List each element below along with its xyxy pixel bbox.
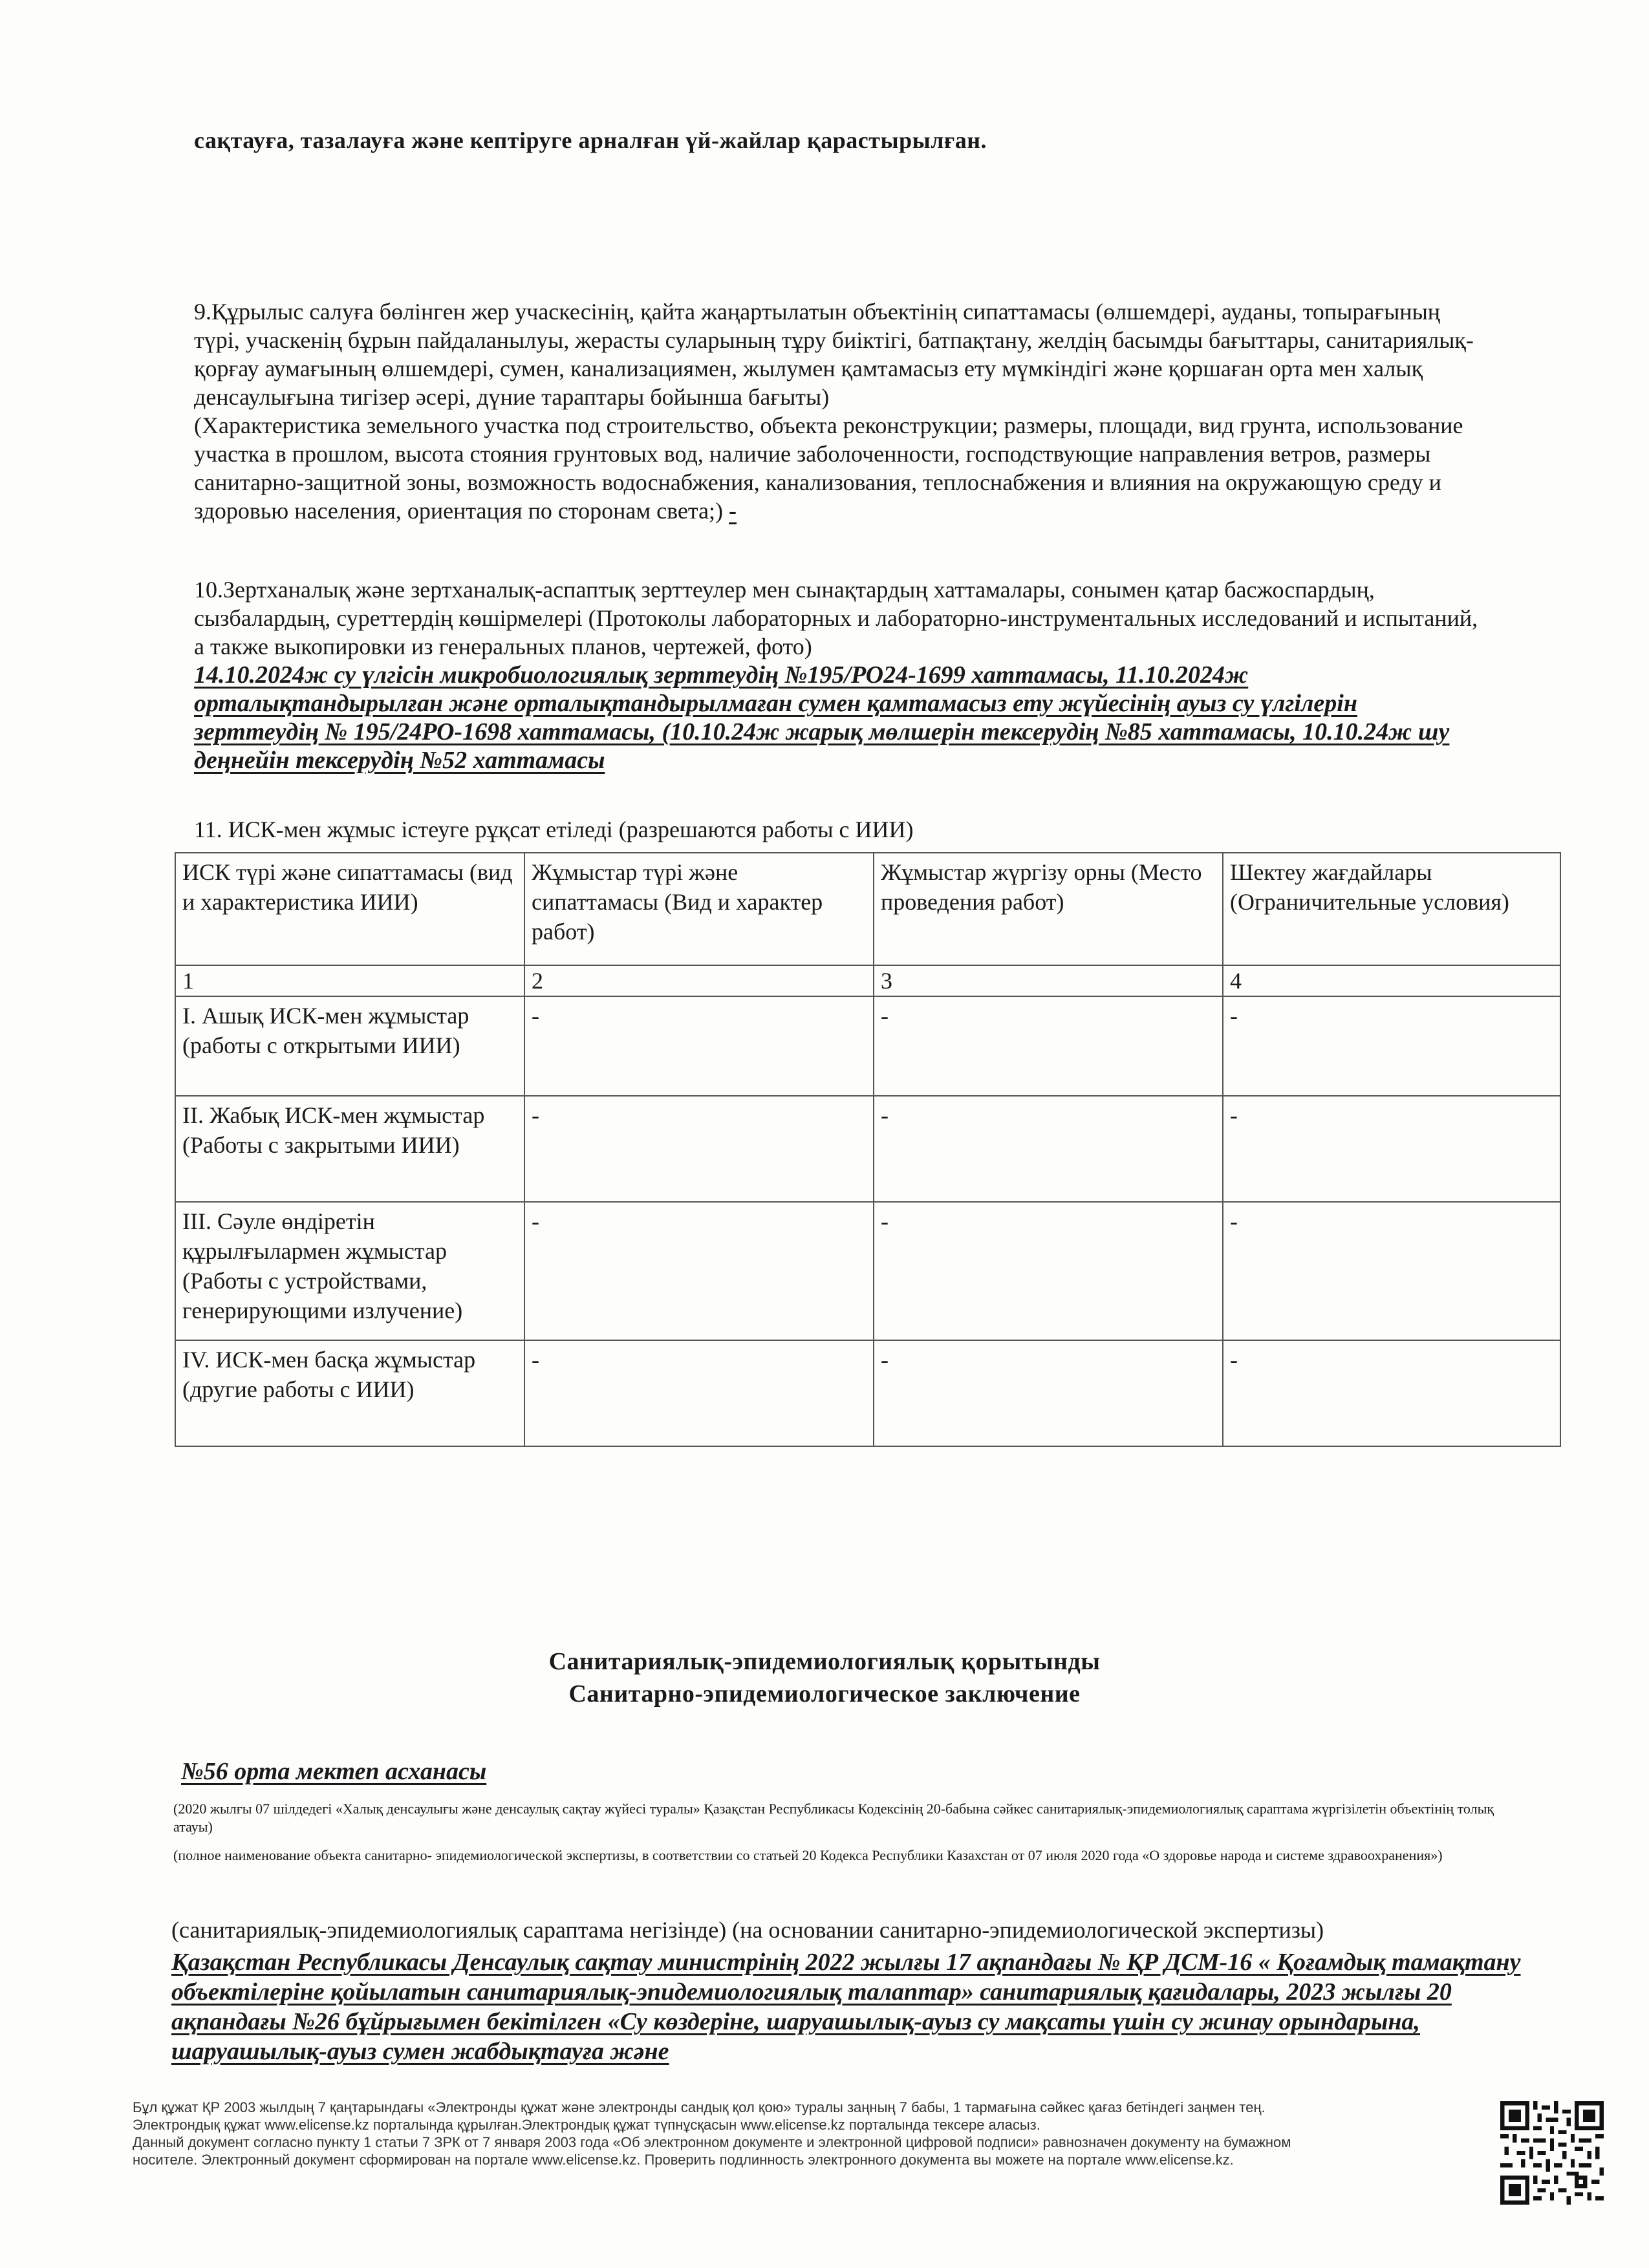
- row-cell: -: [874, 1096, 1223, 1202]
- row-cell: -: [1223, 1096, 1560, 1202]
- row-cell: -: [1223, 1202, 1560, 1340]
- header-work-place: Жұмыстар жүргізу орны (Место проведения работ): [874, 853, 1223, 965]
- conclusion-title-ru: Санитарно-эпидемиологическое заключение: [568, 1680, 1081, 1707]
- table-number-row: [175, 965, 1560, 996]
- qr-code-icon[interactable]: [1500, 2101, 1604, 2205]
- basis-caption: (санитариялық-эпидемиологиялық сараптама негізінде) (на основании санитарно-эпидемиологической экспертизы): [171, 1917, 1324, 1943]
- row-cell: -: [524, 1340, 874, 1446]
- section-10-label: 10.Зертханалық және зертханалық-аспаптық зерттеулер мен сынақтардың хаттамалары, сонымен қатар басжоспардың, сызбалардың, суреттердің көшірмелері (Протоколы лабораторных и лабораторно-инструментальных исследований и испытаний, а также выкопировки из генеральных планов, чертежей, фото): [194, 577, 1478, 659]
- table-row: [175, 1202, 1560, 1340]
- table-row: [175, 1340, 1560, 1446]
- table-header-row: [175, 853, 1560, 965]
- section-9-label-ru-text: (Характеристика земельного участка под строительство, объекта реконструкции; размеры, площади, вид грунта, использование участка в прошлом, высота стояния грунтовых вод, наличие заболоченности, господствующие направления ветров, размеры санитарно-защитной зоны, возможность водоснабжения, канализования, теплоснабжения и влияния на окружающую среду и здоровью населения, ориентация по сторонам света;): [194, 412, 1463, 524]
- row-cell: -: [1223, 996, 1560, 1096]
- row-type: III. Сәуле өндіретін құрылғылармен жұмыстар (Работы с устройствами, генерирующими излучение): [175, 1202, 524, 1340]
- object-name-note-kz: (2020 жылғы 07 шілдедегі «Халық денсаулығы және денсаулық сақтау жүйесі туралы» Қазақстан Республикасы Кодексінің 20-бабына сәйкес санитариялық-эпидемиологиялық сараптама жүргізілетін объектінің толық атауы): [173, 1801, 1494, 1835]
- object-name: №56 орта мектеп асханасы: [181, 1758, 487, 1785]
- row-cell: -: [874, 1202, 1223, 1340]
- section-11-title: 11. ИСК-мен жұмыс істеуге рұқсат етіледі (разрешаются работы с ИИИ): [194, 817, 914, 842]
- column-number: 4: [1223, 965, 1560, 996]
- section-9-label-kz: 9.Құрылыс салуға бөлінген жер учаскесінің, қайта жаңартылатын объектінің сипаттамасы (өлшемдері, ауданы, топырағының түрі, учаскенің бұрын пайдаланылуы, жерасты суларының тұру биіктігі, батпақтану, желдің басымды бағыттары, санитариялық-қорғау аумағының өлшемдері, сумен, канализациямен, жылумен қамтамасыз ету мүмкіндігі және қоршаған орта мен халық денсаулығына тигізер әсері, дүние тараптары бойынша бағыты): [194, 299, 1474, 410]
- section-9-label-ru: [194, 411, 1487, 525]
- row-cell: -: [874, 996, 1223, 1096]
- table-row: [175, 996, 1560, 1096]
- basis-value: Қазақстан Республикасы Денсаулық сақтау министрінің 2022 жылғы 17 ақпандағы № ҚР ДСМ-16 « Қоғамдық тамақтану объектілеріне қойылатын санитариялық-эпидемиологиялық талаптар» санитариялық қағидалары, 2023 жылғы 20 ақпандағы №26 бұйрығымен бекітілген «Су көздеріне, шаруашылық-ауыз су мақсаты үшін су жинау орындарына, шаруашылық-ауыз сумен жабдықтауға және: [171, 1949, 1521, 2065]
- header-restrictions: Шектеу жағдайлары (Ограничительные условия): [1223, 853, 1560, 965]
- radiation-sources-table: [175, 852, 1561, 1447]
- row-type: IV. ИСК-мен басқа жұмыстар (другие работы с ИИИ): [175, 1340, 524, 1446]
- footer-line: носителе. Электронный документ сформирован на портале www.elicense.kz. Проверить подлинность электронного документа вы можете на портале www.elicense.kz.: [133, 2152, 1234, 2168]
- table-row: [175, 1096, 1560, 1202]
- intro-line: сақтауға, тазалауға және кептіруге арналған үй-жайлар қарастырылған.: [194, 127, 987, 153]
- footer-line: Электрондық құжат www.elicense.kz порталында құрылған.Электрондық құжат түпнұсқасын www.elicense.kz порталында тексере аласыз.: [133, 2117, 1040, 2133]
- row-cell: -: [524, 1096, 874, 1202]
- legal-footer: [133, 2099, 1484, 2168]
- column-number: 2: [524, 965, 874, 996]
- row-cell: -: [524, 996, 874, 1096]
- column-number: 3: [874, 965, 1223, 996]
- conclusion-title-kz: Санитариялық-эпидемиологиялық қорытынды: [548, 1648, 1101, 1675]
- row-type: I. Ашық ИСК-мен жұмыстар (работы с открытыми ИИИ): [175, 996, 524, 1096]
- section-9: [194, 297, 1487, 525]
- header-work-type: Жұмыстар түрі және сипаттамасы (Вид и характер работ): [524, 853, 874, 965]
- footer-line: Данный документ согласно пункту 1 статьи 7 ЗРК от 7 января 2003 года «Об электронном документе и электронной цифровой подписи» равнозначен документу на бумажном: [133, 2134, 1291, 2150]
- row-cell: -: [874, 1340, 1223, 1446]
- header-source-type: ИСК түрі және сипаттамасы (вид и характеристика ИИИ): [175, 853, 524, 965]
- section-10-value: 14.10.2024ж су үлгісін микробиологиялық зерттеудің №195/РО24-1699 хаттамасы, 11.10.2024ж орталықтандырылған және орталықтандырылмаған сумен қамтамасыз ету жүйесінің ауыз су үлгілерін зерттеудің № 195/24РО-1698 хаттамасы, (10.10.24ж жарық мөлшерін тексерудің №85 хаттамасы, 10.10.24ж шу деңнейін тексерудің №52 хаттамасы: [194, 661, 1450, 774]
- row-cell: -: [1223, 1340, 1560, 1446]
- row-cell: -: [524, 1202, 874, 1340]
- object-name-note-ru: (полное наименование объекта санитарно- эпидемиологической экспертизы, в соответствии со статьей 20 Кодекса Республики Казахстан от 07 июля 2020 года «О здоровье народа и системе здравоохранения»): [173, 1847, 1443, 1863]
- row-type: II. Жабық ИСК-мен жұмыстар (Работы с закрытыми ИИИ): [175, 1096, 524, 1202]
- section-9-value: -: [729, 498, 737, 524]
- footer-line: Бұл құжат ҚР 2003 жылдың 7 қаңтарындағы «Электронды құжат және электронды сандық қол қою» туралы заңның 7 бабы, 1 тармағына сәйкес қағаз бетіндегі заңмен тең.: [133, 2099, 1266, 2115]
- section-10: [194, 575, 1487, 775]
- column-number: 1: [175, 965, 524, 996]
